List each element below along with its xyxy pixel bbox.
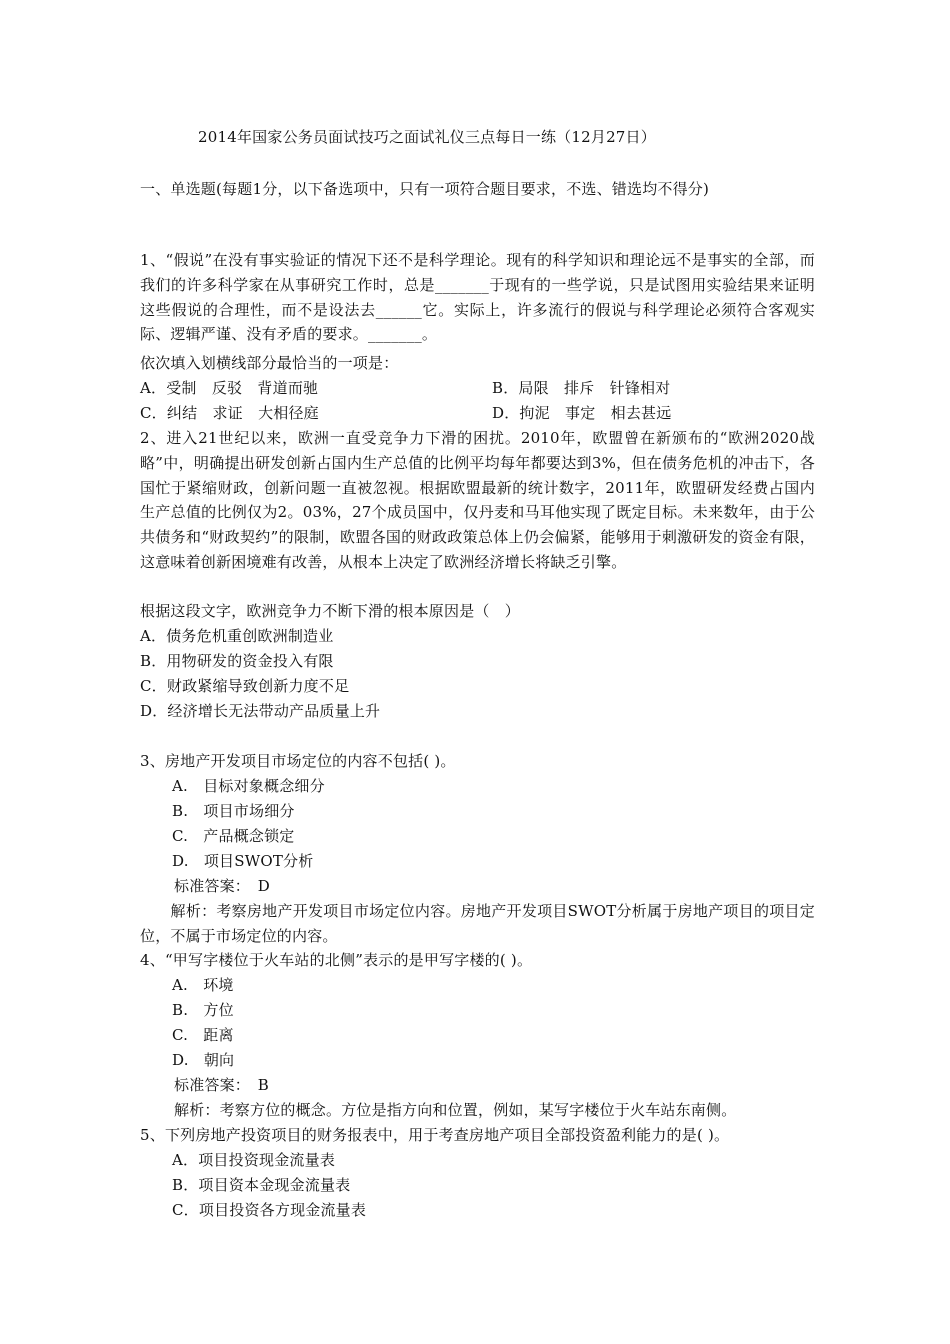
question-1-option-b: B．局限 排斥 针锋相对 (492, 379, 671, 397)
question-2-option-b: B．用物研发的资金投入有限 (140, 652, 334, 670)
question-3-analysis: 解析：考察房地产开发项目市场定位内容。房地产开发项目SWOT分析属于房地产项目的项目定位，不属于市场定位的内容。 (140, 902, 815, 945)
question-3-answer: 标准答案： D (174, 877, 270, 895)
question-2-option-c: C．财政紧缩导致创新力度不足 (140, 677, 350, 695)
question-1-prompt: 依次填入划横线部分最恰当的一项是： (140, 354, 399, 372)
question-2-prompt: 根据这段文字，欧洲竞争力不断下滑的根本原因是（ ） (140, 602, 521, 620)
question-2-stem: 2、进入21世纪以来，欧洲一直受竞争力下滑的困扰。2010年，欧盟曾在新颁布的“欧洲2020战略”中，明确提出研发创新占国内生产总值的比例平均每年都要达到3%，但在债务危机的冲击下，各国忙于紧缩财政，创新问题一直被忽视。根据欧盟最新的统计数字，2011年，欧盟研发经费占国内生产总值的比例仅为2。03%，27个成员国中，仅丹麦和马耳他实现了既定目标。未来数年，由于公共债务和“财政契约”的限制，欧盟各国的财政政策总体上仍会偏紧，能够用于刺激研发的资金有限，这意味着创新困境难有改善，从根本上决定了欧洲经济增长将缺乏引擎。 (140, 429, 815, 571)
question-5-stem: 5、下列房地产投资项目的财务报表中，用于考查房地产项目全部投资盈利能力的是( )。 (140, 1126, 730, 1144)
question-4-option-d: D. 朝向 (172, 1051, 235, 1069)
question-1-option-d: D．拘泥 事定 相去甚远 (492, 404, 672, 422)
question-5-option-c: C．项目投资各方现金流量表 (172, 1201, 367, 1219)
question-4-analysis: 解析：考察方位的概念。方位是指方向和位置，例如，某写字楼位于火车站东南侧。 (174, 1101, 737, 1119)
question-3-option-d: D. 项目SWOT分析 (172, 852, 314, 870)
question-4-option-a: A. 环境 (172, 976, 234, 994)
question-1-stem: 1、“假说”在没有事实验证的情况下还不是科学理论。现有的科学知识和理论远不是事实的全部，而我们的许多科学家在从事研究工作时，总是_______于现有的一些学说，只是试图用实验结果来证明这些假说的合理性，而不是设法去______它。实际上，许多流行的假说与科学理论必须符合客观实际、逻辑严谨、没有矛盾的要求。_______。 (140, 251, 815, 344)
question-3-option-c: C. 产品概念锁定 (172, 827, 295, 845)
question-4-stem: 4、“甲写字楼位于火车站的北侧”表示的是甲写字楼的( )。 (140, 951, 533, 969)
document-title: 2014年国家公务员面试技巧之面试礼仪三点每日一练（12月27日） (198, 128, 656, 146)
question-5-option-b: B．项目资本金现金流量表 (172, 1176, 351, 1194)
question-2-option-d: D．经济增长无法带动产品质量上升 (140, 702, 381, 720)
question-4-option-b: B. 方位 (172, 1001, 234, 1019)
question-4-option-c: C. 距离 (172, 1026, 234, 1044)
question-3-option-b: B. 项目市场细分 (172, 802, 295, 820)
question-4-answer: 标准答案： B (174, 1076, 269, 1094)
question-1-option-c: C．纠结 求证 大相径庭 (140, 404, 319, 422)
question-3-option-a: A. 目标对象概念细分 (172, 777, 325, 795)
section-heading: 一、单选题(每题1分，以下备选项中，只有一项符合题目要求，不选、错选均不得分) (140, 180, 710, 198)
question-2-option-a: A．债务危机重创欧洲制造业 (140, 627, 334, 645)
question-1-option-a: A．受制 反驳 背道而驰 (140, 379, 319, 397)
question-3-stem: 3、房地产开发项目市场定位的内容不包括( )。 (140, 752, 456, 770)
question-5-option-a: A．项目投资现金流量表 (172, 1151, 336, 1169)
